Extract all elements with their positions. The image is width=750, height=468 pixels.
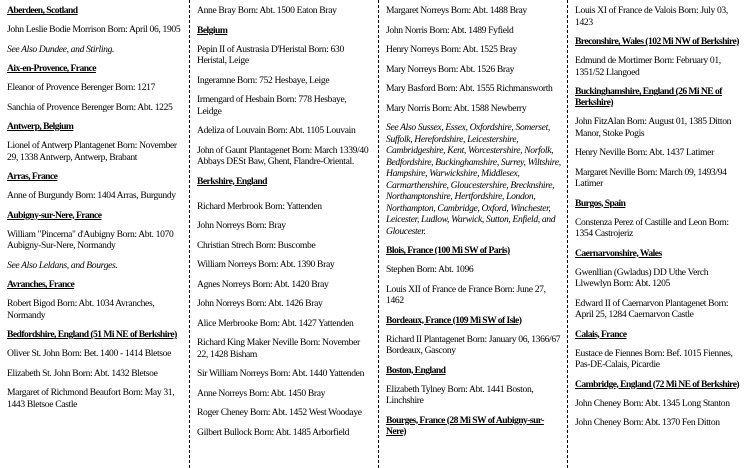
person-entry: Henry Neville Born: Abt. 1437 Latimer [575, 147, 714, 158]
person-entry: Sanchia of Provence Berenger Born: Abt. 1225 [7, 101, 173, 113]
person-entry: John Cheney Born: Abt. 1345 Long Stanton [575, 397, 730, 409]
place-heading: Caernarvonshire, Wales [575, 247, 662, 259]
place-heading: Bedfordshire, England (51 Mi NE of Berkshire) [7, 329, 177, 340]
person-entry: Sir William Norreys Born: Abt. 1440 Yattenden [197, 368, 365, 379]
person-entry: Richard Merbrook Born: Yattenden [197, 200, 322, 212]
person-entry: Eustace de Fiennes Born: Bef. 1015 Fiennes, Pas-DE-Calais, Picardie [575, 347, 733, 370]
person-entry: Irmengard of Hesbain Born: 778 Hesbaye, Leidge [197, 94, 347, 117]
person-entry: John Cheney Born: Abt. 1370 Fen Ditton [575, 417, 720, 428]
person-entry: Margaret Norreys Born: Abt. 1488 Bray [386, 5, 527, 16]
person-entry: William "Pincerna" d'Aubigny Born: Abt. 1070 Aubigny-Sur-Nere, Normandy [7, 228, 174, 251]
place-heading: Antwerp, Belgium [7, 121, 74, 132]
place-heading: Aubigny-sur-Nere, France [7, 209, 102, 221]
person-entry: John Norreys Born: Bray [197, 220, 286, 231]
person-entry: Gwenllian (Gwladus) DD Uthe Verch Llwewlyn Born: Abt. 1205 [575, 266, 709, 289]
person-entry: Oliver St. John Born: Bet. 1400 - 1414 Bletsoe [7, 348, 172, 359]
person-entry: Louis XI of France de Valois Born: July 03, 1423 [575, 5, 728, 28]
person-entry: Anne of Burgundy Born: 1404 Arras, Burgundy [7, 190, 176, 201]
person-entry: Roger Cheney Born: Abt. 1452 West Woodaye [197, 407, 362, 418]
person-entry: John of Gaunt Plantagenet Born: March 1339/40 Abbays DESt Baw, Ghent, Flandre-Oriental. [197, 144, 369, 167]
person-entry: Mary Norris Born: Abt. 1588 Newberry [386, 102, 527, 114]
index-column-3 [379, 0, 568, 468]
place-heading: Buckinghamshire, England (26 Mi NE of Berkshire) [575, 86, 722, 108]
see-also-note: See Also Sussex, Essex, Oxfordshire, Somerset, Suffolk, Herefordshire, Leicestershire, Cambridgeshire, Kent, Worcestershire, Norfolk, Bedfordshire, Buckinghamshire, Surrey, Wiltshire, Hampshire, Warwickshire, Middlesex, Carmarthenshire, Gloucestershire, Brecknshire, Northamptonshire, Hertfordshire, London, Northampton, Cambridge, Oxford, Winchester, Leicester, Ludlow, Warwick, Sutton, Enfield, and Gloucester. [386, 122, 561, 237]
person-entry: Constenza Perez of Castille and Leon Born: 1354 Castrojeriz [575, 216, 729, 239]
index-column-2 [190, 0, 379, 468]
person-entry: Henry Norreys Born: Abt. 1525 Bray [386, 44, 517, 55]
place-heading: Blois, France (100 Mi SW of Paris) [386, 245, 510, 256]
person-entry: Margaret Neville Born: March 09, 1493/94 Latimer [575, 166, 727, 189]
person-entry: Mary Norreys Born: Abt. 1526 Bray [386, 63, 515, 75]
person-entry: Alice Merbrooke Born: Abt. 1427 Yattenden [197, 317, 354, 329]
person-entry: John Norreys Born: Abt. 1426 Bray [197, 298, 323, 309]
person-entry: Richard King Maker Neville Born: November 22, 1428 Bisham [197, 337, 360, 360]
person-entry: Elizabeth Tylney Born: Abt. 1441 Boston, Linchshire [386, 383, 534, 406]
person-entry: Ingeramne Born: 752 Hesbaye, Leige [197, 74, 330, 86]
person-entry: John Leslie Bodie Morrison Born: April 06, 1905 [7, 24, 181, 35]
person-entry: Eleanor of Provence Berenger Born: 1217 [7, 82, 156, 93]
place-heading: Avranches, France [7, 279, 75, 290]
place-heading: Breconshire, Wales (102 Mi NW of Berkshire) [575, 36, 739, 47]
person-entry: Agnes Norreys Born: Abt. 1420 Bray [197, 278, 329, 290]
person-entry: William Norreys Born: Abt. 1390 Bray [197, 259, 335, 270]
place-heading: Arras, France [7, 171, 58, 182]
see-also-note: See Also Dundee, and Stirling. [7, 43, 115, 55]
person-entry: Robert Bigod Born: Abt. 1034 Avranches, Normandy [7, 298, 155, 321]
place-heading: Cambridge, England (72 Mi NE of Berkshire) [575, 378, 740, 390]
index-column-1 [0, 0, 190, 468]
index-column-4 [568, 0, 750, 468]
person-entry: Lionel of Antwerp Plantagenet Born: November 29, 1338 Antwerp, Antwerp, Brabant [7, 140, 177, 163]
place-heading: Calais, France [575, 328, 627, 340]
person-entry: John FitzAlan Born: August 01, 1385 Ditton Manor, Stoke Pogis [575, 116, 732, 139]
person-entry: Edmund de Mortimer Born: February 01, 1351/52 Llangoed [575, 55, 721, 78]
person-entry: Stephen Born: Abt. 1096 [386, 264, 474, 275]
place-heading: Aberdeen, Scotland [7, 5, 78, 16]
place-heading: Berkshire, England [197, 175, 267, 187]
person-entry: Anne Bray Born: Abt. 1500 Eaton Bray [197, 5, 337, 16]
place-heading: Belgium [197, 24, 228, 36]
place-heading: Aix-en-Provence, France [7, 63, 96, 74]
person-entry: Margaret of Richmond Beaufort Born: May 31, 1443 Bletsoe Castle [7, 387, 175, 410]
place-heading: Boston, England [386, 364, 446, 376]
person-entry: John Norris Born: Abt. 1489 Fyfield [386, 24, 514, 36]
person-entry: Mary Basford Born: Abt. 1555 Richmansworth [386, 83, 553, 94]
person-entry: Pepin II of Austrasia D'Heristal Born: 630 Heristal, Leige [197, 43, 344, 66]
person-entry: Elizabeth St. John Born: Abt. 1432 Bletsoe [7, 367, 158, 379]
see-also-note: See Also Leldans, and Bourges. [7, 259, 118, 271]
person-entry: Christian Strech Born: Buscombe [197, 239, 316, 251]
person-entry: Richard II Plantagenet Born: January 06, 1366/67 Bordeaux, Gascony [386, 333, 561, 356]
person-entry: Anne Norreys Born: Abt. 1450 Bray [197, 387, 326, 399]
place-heading: Burgos, Spain [575, 197, 626, 209]
person-entry: Louis XII of France de France Born: June 27, 1462 [386, 283, 546, 306]
person-entry: Adeliza of Louvain Born: Abt. 1105 Louvain [197, 125, 356, 136]
person-entry: Edward II of Caernarvon Plantagenet Born: April 25, 1284 Caernarvon Castle [575, 297, 729, 320]
place-heading: Bordeaux, France (109 Mi SW of Isle) [386, 314, 522, 326]
person-entry: Gilbert Bullock Born: Abt. 1485 Arborfield [197, 426, 350, 438]
place-heading: Bourges, France (28 Mi SW of Aubigny-sur-Nere) [386, 414, 544, 437]
